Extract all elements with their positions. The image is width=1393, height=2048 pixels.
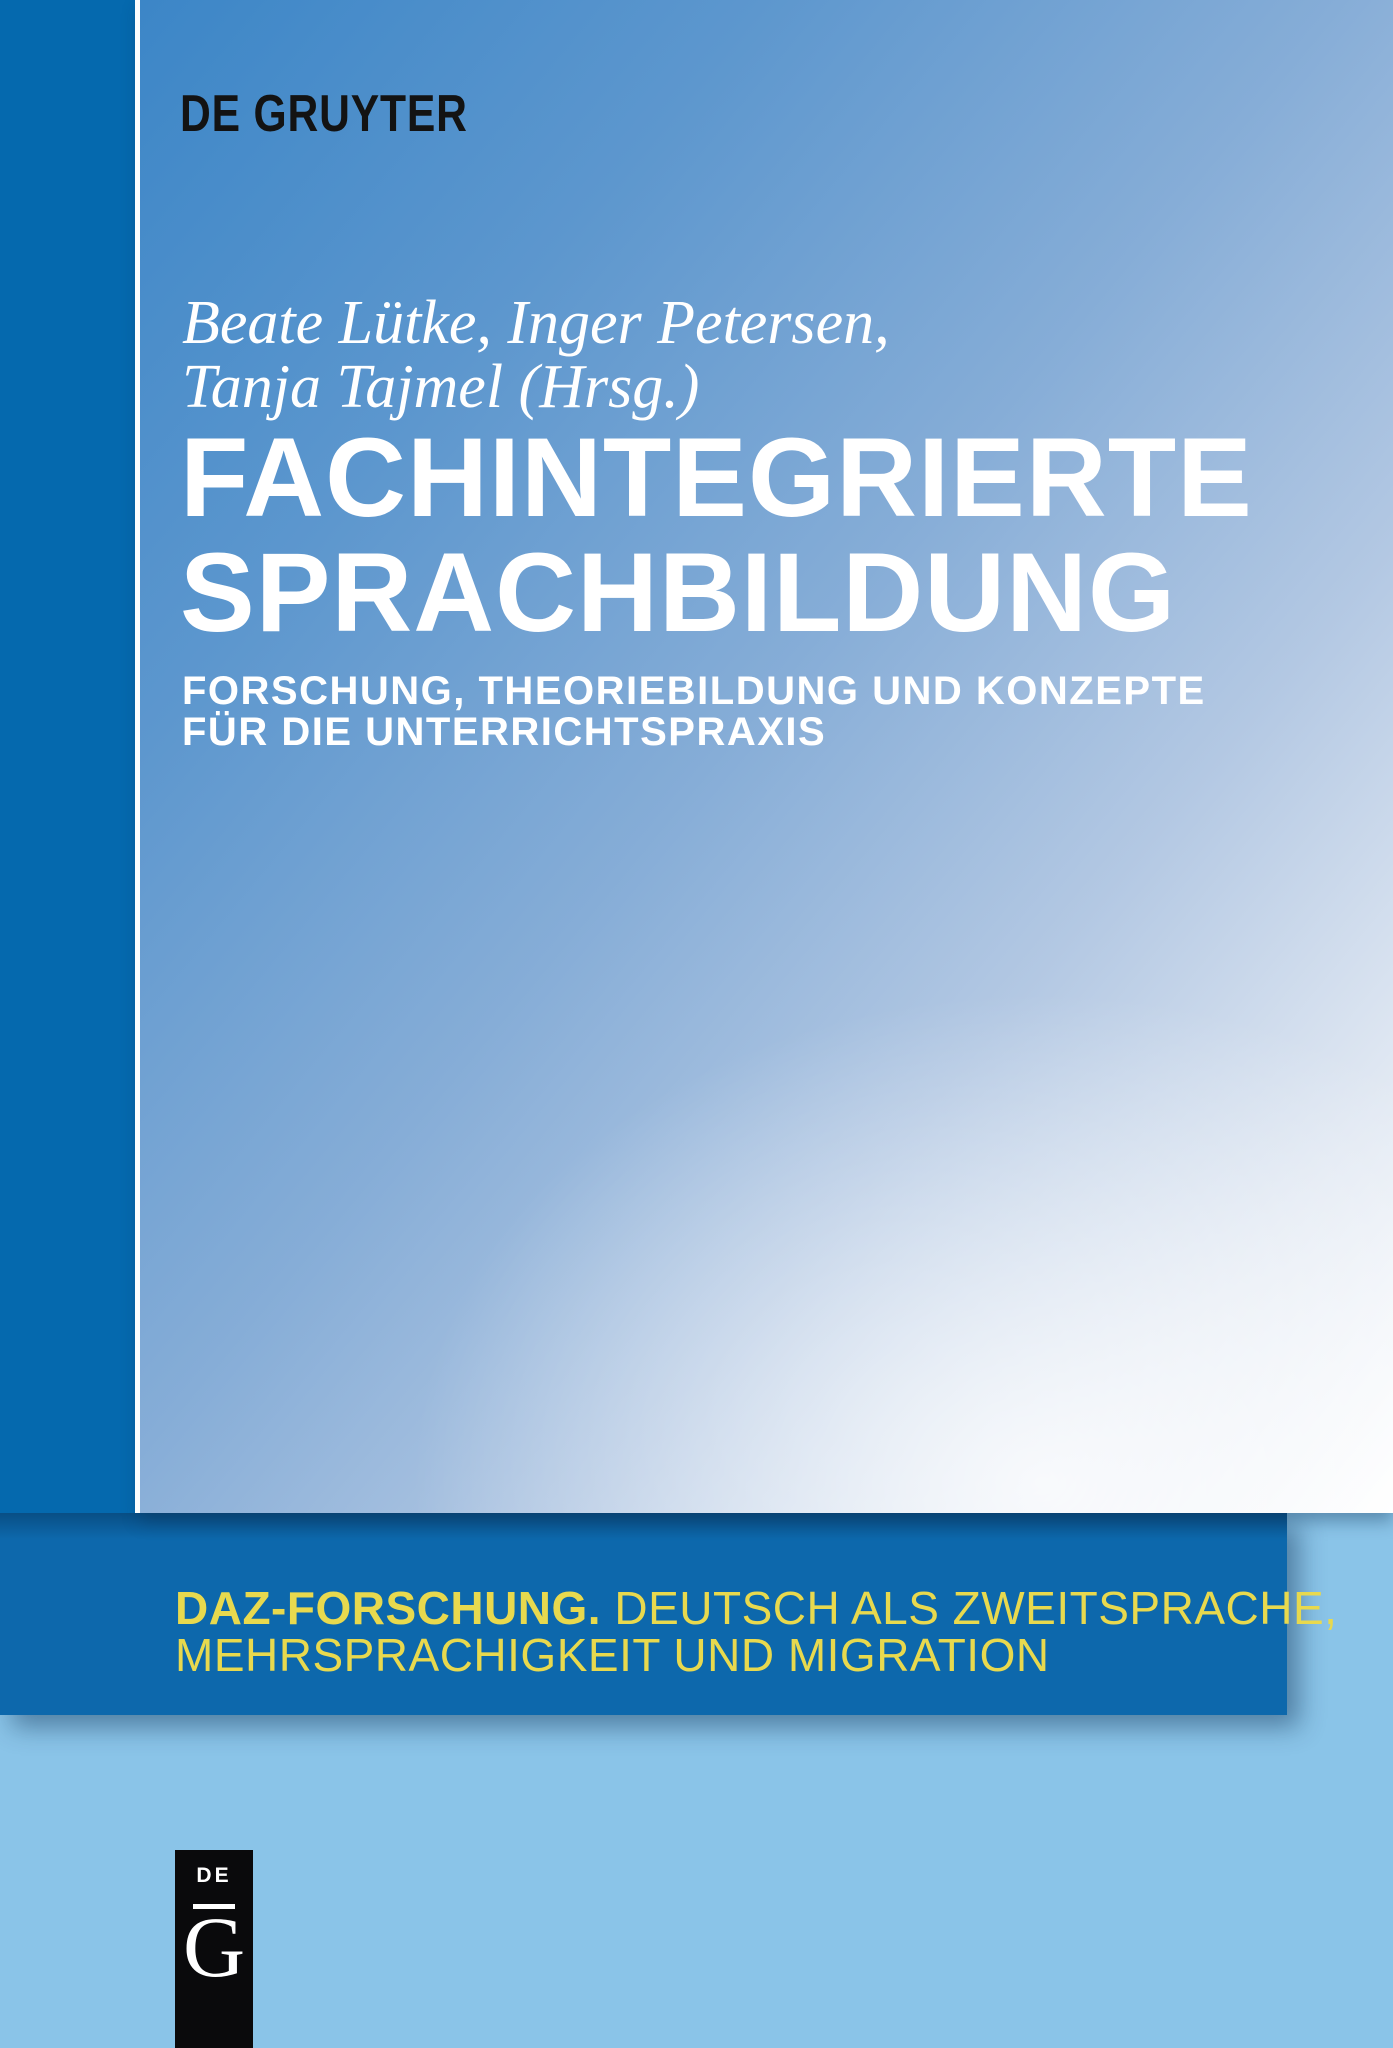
authors-line-1: Beate Lütke, Inger Petersen, (182, 289, 890, 357)
book-title (180, 415, 1253, 655)
series-band (0, 1513, 1338, 1715)
authors-block (182, 291, 890, 419)
title-line-2: SPRACHBILDUNG (180, 530, 1177, 655)
de-gruyter-logo (175, 1850, 253, 2048)
cover-gradient-panel (140, 0, 1393, 1513)
title-line-1: FACHINTEGRIERTE (180, 415, 1253, 540)
spine-accent-strip (0, 0, 135, 1513)
logo-g-text: G (182, 1899, 246, 1995)
series-title (175, 1582, 1338, 1681)
subtitle-line-2: FÜR DIE UNTERRICHTSPRAXIS (182, 710, 827, 754)
series-line-1 (175, 1582, 1338, 1634)
series-name: DAZ-FORSCHUNG. (175, 1582, 602, 1634)
series-line-1-rest: DEUTSCH ALS ZWEITSPRACHE, (601, 1582, 1338, 1634)
authors-line-2: Tanja Tajmel (Hrsg.) (182, 353, 700, 421)
publisher-name: DE GRUYTER (180, 85, 468, 143)
series-line-2: MEHRSPRACHIGKEIT UND MIGRATION (175, 1629, 1050, 1681)
book-subtitle (182, 671, 1206, 753)
spine-separator-line (135, 0, 140, 1513)
logo-de-text: DE (196, 1864, 232, 1887)
subtitle-line-1: FORSCHUNG, THEORIEBILDUNG UND KONZEPTE (182, 669, 1206, 713)
